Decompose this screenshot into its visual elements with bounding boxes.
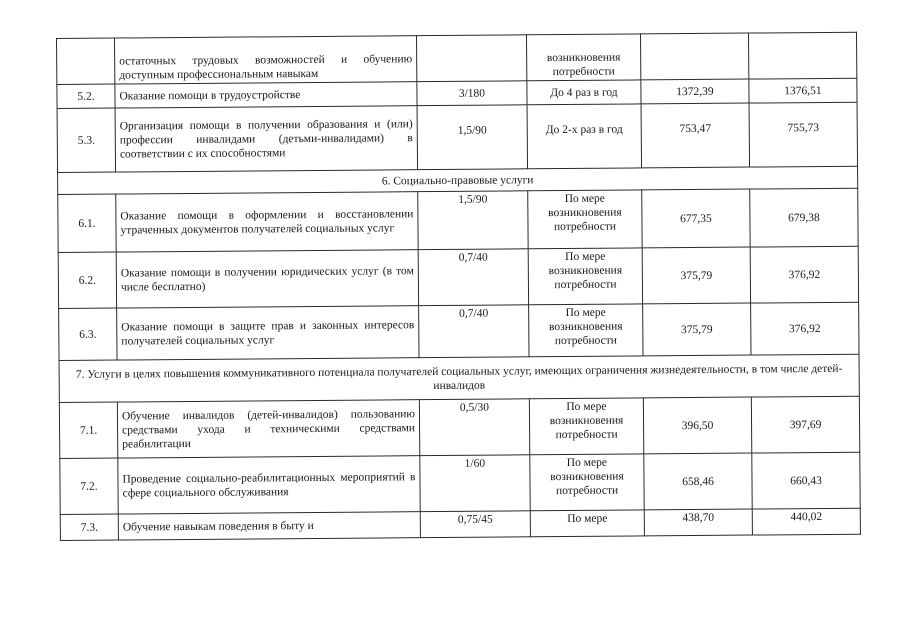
time-norm: 1,5/90 — [418, 191, 528, 250]
row-number: 6.1. — [58, 194, 116, 252]
row-number: 5.3. — [57, 108, 116, 172]
time-norm: 1,5/90 — [417, 105, 527, 170]
section-heading: 6. Социально-правовые услуги — [58, 166, 858, 194]
service-name: Проведение социально-реабилитационных мероприятий в сфере социального обслуживания — [118, 456, 420, 514]
service-name: Организация помощи в получении образования и (или) профессии инвалидами (детьми-инвалидами) в соответствии с их способностями — [115, 106, 417, 172]
table-body — [57, 32, 861, 540]
frequency: По мере возникновения потребности — [529, 398, 643, 455]
price-1: 1372,39 — [641, 79, 749, 104]
price-2: 376,92 — [750, 246, 858, 303]
time-norm: 0,75/45 — [420, 511, 530, 538]
section-row — [59, 354, 859, 402]
service-name: Оказание помощи в оформлении и восстановлении утраченных документов получателей социальных услуг — [116, 192, 418, 252]
row-number: 5.2. — [57, 84, 115, 108]
service-name: Обучение навыкам поведения в быту и — [118, 512, 420, 540]
frequency: По мере возникновения потребности — [530, 454, 644, 511]
service-name: остаточных трудовых возможностей и обучению доступным профессиональным навыкам — [115, 36, 417, 84]
time-norm: 3/180 — [417, 81, 527, 106]
frequency: По мере возникновения потребности — [528, 248, 642, 305]
frequency: возникновения потребности — [526, 34, 640, 81]
price-1: 658,46 — [644, 453, 752, 510]
price-1 — [640, 33, 748, 80]
service-name: Обучение инвалидов (детей-инвалидов) пользованию средствами ухода и техническими средствами реабилитации — [117, 400, 419, 458]
table-row — [58, 188, 858, 252]
frequency: По мере возникновения потребности — [529, 304, 643, 357]
price-2: 660,43 — [752, 452, 860, 509]
frequency: До 4 раз в год — [527, 80, 641, 105]
time-norm: 0,5/30 — [419, 399, 529, 456]
row-number: 6.2. — [58, 252, 116, 308]
section-heading: 7. Услуги в целях повышения коммуникативного потенциала получателей социальных услуг, имеющих ограничения жизнедеятельности, в том числе детей-инвалидов — [59, 354, 859, 402]
table-row — [60, 452, 860, 514]
table-row — [57, 32, 857, 84]
table-row — [58, 246, 858, 308]
price-1: 677,35 — [642, 189, 750, 248]
row-number: 7.1. — [59, 402, 117, 458]
time-norm: 0,7/40 — [419, 305, 529, 358]
frequency: По мере возникновения потребности — [528, 190, 642, 249]
row-number: 6.3. — [59, 308, 117, 360]
time-norm: 0,7/40 — [418, 249, 528, 306]
price-2: 755,73 — [749, 102, 857, 167]
price-1: 375,79 — [642, 247, 750, 304]
service-name: Оказание помощи в получении юридических услуг (в том числе бесплатно) — [116, 250, 418, 308]
table-row — [59, 302, 859, 360]
price-2: 376,92 — [751, 302, 859, 355]
price-2 — [748, 32, 856, 79]
price-1: 438,70 — [644, 509, 752, 536]
price-2: 1376,51 — [749, 78, 857, 103]
price-2: 440,02 — [752, 508, 860, 535]
row-number: 7.3. — [60, 514, 118, 540]
price-1: 753,47 — [641, 103, 749, 168]
table-row — [57, 102, 857, 172]
price-2: 397,69 — [751, 396, 859, 453]
table-row — [59, 396, 859, 458]
services-table — [56, 32, 861, 541]
row-number — [57, 38, 115, 84]
price-2: 679,38 — [750, 188, 858, 247]
price-1: 396,50 — [643, 397, 751, 454]
table-row — [60, 508, 860, 540]
price-1: 375,79 — [643, 303, 751, 356]
frequency: До 2-х раз в год — [527, 104, 641, 169]
time-norm: 1/60 — [420, 455, 530, 512]
row-number: 7.2. — [60, 458, 118, 514]
frequency: По мере — [530, 510, 644, 537]
service-name: Оказание помощи в трудоустройстве — [115, 82, 417, 108]
service-name: Оказание помощи в защите прав и законных интересов получателей социальных услуг — [117, 306, 419, 360]
time-norm — [416, 35, 526, 82]
